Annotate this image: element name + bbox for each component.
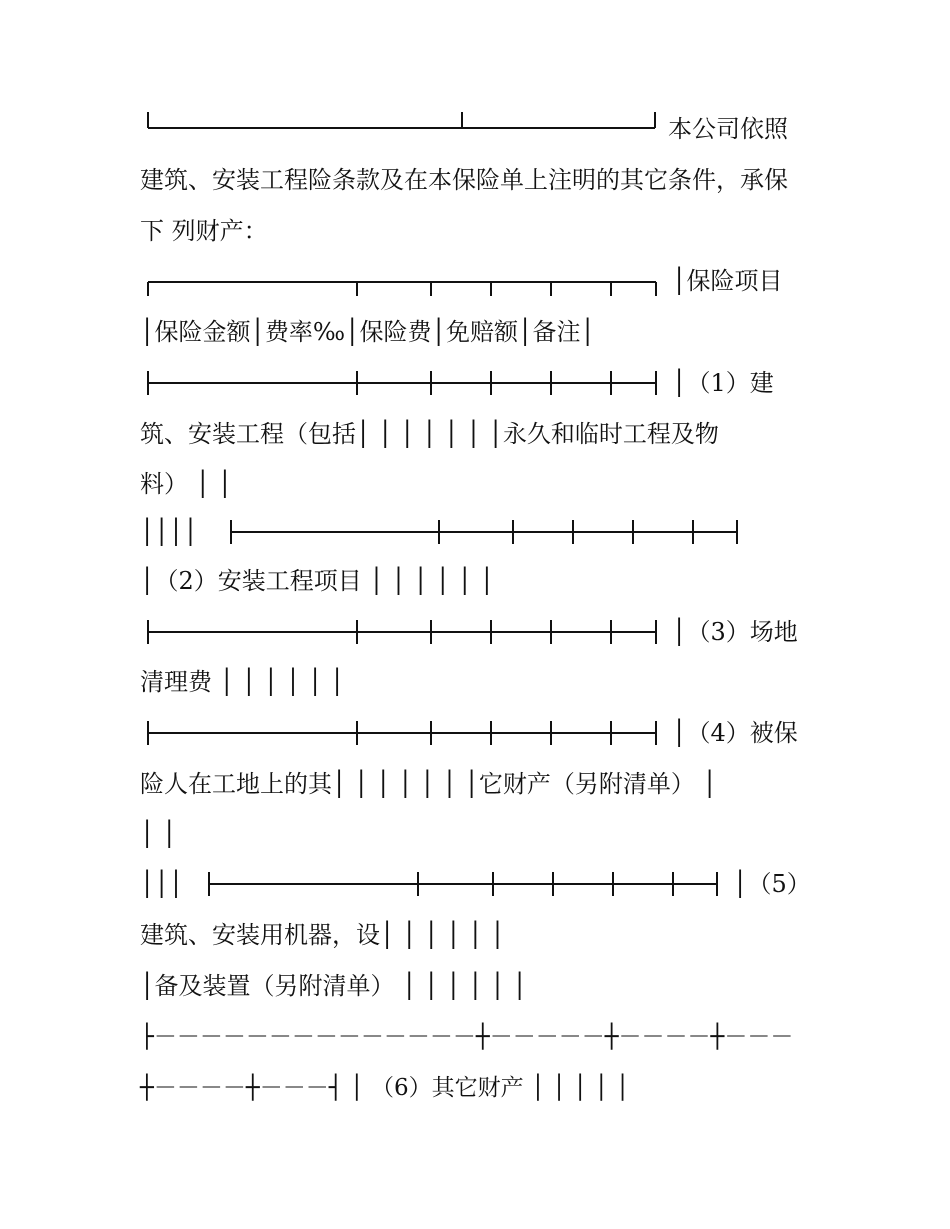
- text-line-5: │保险金额│费率‰│保险费│免赔额│备注│: [140, 318, 595, 346]
- text-line-1: 本公司依照: [668, 115, 788, 143]
- text-line-15: │ │: [140, 820, 177, 848]
- text-line-7: 筑、安装工程（包括│ │ │ │ │ │ │永久和临时工程及物: [140, 420, 719, 448]
- text-line-13: │（4）被保: [672, 719, 798, 747]
- text-line-2: 建筑、安装工程险条款及在本保险单上注明的其它条件，承保: [140, 166, 788, 194]
- text-line-6: │（1）建: [672, 369, 774, 397]
- rule-row-1: [148, 112, 655, 128]
- rule-row-5: [148, 620, 656, 644]
- rule-row-7: [209, 872, 717, 896]
- text-line-18: 建筑、安装用机器，设│ │ │ │ │ │: [140, 921, 505, 949]
- text-line-21: ┼－－－－┼－－－┤ │ （6）其它财产 │ │ │ │ │: [140, 1075, 630, 1101]
- text-line-17: │（5）: [733, 870, 811, 898]
- text-line-19: │备及装置（另附清单） │ │ │ │ │ │: [140, 972, 527, 1000]
- text-line-12: 清理费 │ │ │ │ │ │: [140, 668, 345, 696]
- text-line-4: │保险项目: [672, 267, 783, 295]
- text-line-20: ├－－－－－－－－－－－－－－┼－－－－－┼－－－－┼－－－: [140, 1024, 794, 1050]
- rule-row-3: [148, 371, 656, 395]
- text-line-14: 险人在工地上的其│ │ │ │ │ │ │它财产（另附清单） │: [140, 770, 717, 798]
- text-line-9: ││││: [140, 518, 198, 546]
- text-line-16: │││: [140, 870, 184, 898]
- rule-row-2: [148, 282, 656, 296]
- text-line-8: 料） │ │: [140, 470, 233, 498]
- text-line-3: 下 列财产：: [140, 217, 268, 245]
- rule-row-6: [148, 721, 656, 745]
- text-line-11: │（3）场地: [672, 618, 798, 646]
- rule-row-4: [231, 520, 737, 544]
- text-line-10: │（2）安装工程项目 │ │ │ │ │ │: [140, 567, 495, 595]
